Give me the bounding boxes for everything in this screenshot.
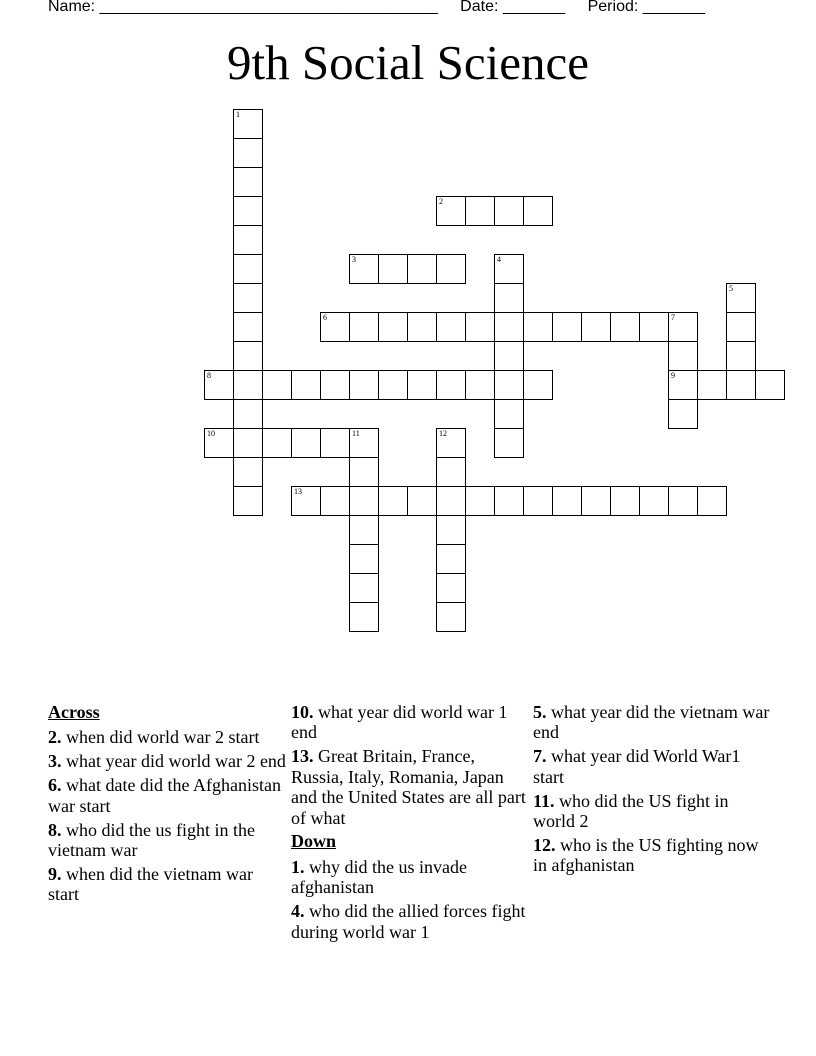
crossword-cell[interactable] bbox=[726, 341, 756, 371]
clue-text: who did the US fight in world 2 bbox=[533, 790, 729, 832]
crossword-cell[interactable] bbox=[233, 167, 263, 197]
across-clue bbox=[48, 820, 286, 861]
clue-number-label: 3 bbox=[352, 255, 356, 264]
clue-text: why did the us invade afghanistan bbox=[291, 856, 467, 898]
crossword-cell[interactable] bbox=[349, 312, 379, 342]
clue-number: 9. bbox=[48, 863, 62, 884]
crossword-cell[interactable] bbox=[697, 370, 727, 400]
crossword-cell[interactable] bbox=[639, 312, 669, 342]
clue-number: 7. bbox=[533, 746, 547, 767]
crossword-cell[interactable] bbox=[233, 283, 263, 313]
crossword-cell[interactable] bbox=[436, 573, 466, 603]
crossword-cell[interactable] bbox=[320, 370, 350, 400]
page-title: 9th Social Science bbox=[227, 35, 589, 90]
clue-number-label: 1 bbox=[236, 110, 240, 119]
clue-text: who is the US fighting now in afghanistan bbox=[533, 834, 759, 876]
crossword-cell[interactable] bbox=[204, 370, 234, 400]
crossword-cell[interactable] bbox=[204, 428, 234, 458]
crossword-cell[interactable] bbox=[407, 312, 437, 342]
crossword-cell[interactable] bbox=[233, 457, 263, 487]
crossword-cell[interactable] bbox=[523, 196, 553, 226]
crossword-cell[interactable] bbox=[465, 196, 495, 226]
clues-column-1 bbox=[48, 702, 286, 908]
crossword-cell[interactable] bbox=[552, 486, 582, 516]
crossword-cell[interactable] bbox=[436, 602, 466, 632]
date-field[interactable]: Date: _______ bbox=[460, 0, 566, 15]
clue-number-label: 10 bbox=[207, 429, 215, 438]
crossword-cell[interactable] bbox=[233, 225, 263, 255]
crossword-cell[interactable] bbox=[378, 370, 408, 400]
crossword-cell[interactable] bbox=[523, 370, 553, 400]
crossword-cell[interactable] bbox=[233, 428, 263, 458]
crossword-cell[interactable] bbox=[349, 544, 379, 574]
crossword-cell[interactable] bbox=[494, 428, 524, 458]
crossword-cell[interactable] bbox=[233, 254, 263, 284]
crossword-cell[interactable] bbox=[697, 486, 727, 516]
clue-text: what year did the vietnam war end bbox=[533, 702, 770, 743]
crossword-cell[interactable] bbox=[291, 486, 321, 516]
clue-number: 8. bbox=[48, 819, 62, 840]
crossword-cell[interactable] bbox=[552, 312, 582, 342]
crossword-cell[interactable] bbox=[523, 486, 553, 516]
across-heading: Across bbox=[48, 702, 100, 722]
clues-column-3 bbox=[533, 702, 773, 879]
crossword-cell[interactable] bbox=[523, 312, 553, 342]
crossword-cell[interactable] bbox=[494, 486, 524, 516]
crossword-cell[interactable] bbox=[233, 486, 263, 516]
crossword-cell[interactable] bbox=[233, 109, 263, 139]
crossword-cell[interactable] bbox=[494, 399, 524, 429]
crossword-cell[interactable] bbox=[233, 196, 263, 226]
crossword-cell[interactable] bbox=[262, 370, 292, 400]
clue-number: 6. bbox=[48, 775, 62, 796]
clue-number-label: 6 bbox=[323, 313, 327, 322]
across-clue bbox=[291, 702, 529, 743]
crossword-cell[interactable] bbox=[436, 457, 466, 487]
down-clue bbox=[533, 702, 773, 743]
crossword-cell[interactable] bbox=[494, 370, 524, 400]
clue-text: what year did world war 2 end bbox=[66, 751, 286, 772]
down-clue bbox=[533, 746, 773, 787]
clue-number: 10. bbox=[291, 702, 314, 722]
clue-number: 12. bbox=[533, 834, 556, 855]
clue-number: 3. bbox=[48, 751, 62, 772]
clue-text: who did the allied forces fight during world war 1 bbox=[291, 901, 526, 942]
crossword-cell[interactable] bbox=[436, 515, 466, 545]
crossword-cell[interactable] bbox=[668, 312, 698, 342]
crossword-cell[interactable] bbox=[494, 254, 524, 284]
crossword-cell[interactable] bbox=[378, 312, 408, 342]
crossword-cell[interactable] bbox=[233, 138, 263, 168]
down-clue bbox=[291, 901, 529, 942]
crossword-cell[interactable] bbox=[407, 254, 437, 284]
clue-number: 11. bbox=[533, 790, 555, 811]
clue-number-label: 13 bbox=[294, 487, 302, 496]
crossword-cell[interactable] bbox=[494, 196, 524, 226]
crossword-cell[interactable] bbox=[378, 254, 408, 284]
crossword-cell[interactable] bbox=[349, 457, 379, 487]
crossword-cell[interactable] bbox=[349, 602, 379, 632]
crossword-cell[interactable] bbox=[668, 486, 698, 516]
clues-column-2 bbox=[291, 702, 529, 945]
crossword-cell[interactable] bbox=[726, 370, 756, 400]
crossword-cell[interactable] bbox=[668, 370, 698, 400]
crossword-cell[interactable] bbox=[610, 312, 640, 342]
clue-text: when did the vietnam war start bbox=[48, 863, 253, 905]
crossword-cell[interactable] bbox=[320, 486, 350, 516]
clue-number-label: 11 bbox=[352, 429, 360, 438]
clue-number: 2. bbox=[48, 727, 62, 748]
across-clue bbox=[48, 775, 286, 816]
crossword-cell[interactable] bbox=[610, 486, 640, 516]
crossword-cell[interactable] bbox=[581, 312, 611, 342]
crossword-cell[interactable] bbox=[436, 196, 466, 226]
crossword-cell[interactable] bbox=[436, 428, 466, 458]
down-heading: Down bbox=[291, 831, 337, 852]
crossword-cell[interactable] bbox=[233, 399, 263, 429]
down-clue bbox=[533, 835, 773, 876]
clue-number-label: 5 bbox=[729, 284, 733, 293]
clue-text: when did world war 2 start bbox=[66, 727, 260, 748]
crossword-cell[interactable] bbox=[465, 370, 495, 400]
crossword-cell[interactable] bbox=[755, 370, 785, 400]
crossword-cell[interactable] bbox=[436, 544, 466, 574]
clue-text: what year did World War1 start bbox=[533, 746, 741, 787]
crossword-cell[interactable] bbox=[407, 486, 437, 516]
across-clue bbox=[48, 751, 286, 771]
crossword-cell[interactable] bbox=[668, 399, 698, 429]
crossword-cell[interactable] bbox=[494, 312, 524, 342]
clue-text: Great Britain, France, Russia, Italy, Romania, Japan and the United States are all part of what bbox=[291, 746, 526, 828]
clue-number-label: 12 bbox=[439, 429, 447, 438]
clue-number-label: 2 bbox=[439, 197, 443, 206]
crossword-cell[interactable] bbox=[465, 486, 495, 516]
crossword-cell[interactable] bbox=[639, 486, 669, 516]
crossword-cell[interactable] bbox=[494, 283, 524, 313]
crossword-cell[interactable] bbox=[436, 254, 466, 284]
crossword-cell[interactable] bbox=[262, 428, 292, 458]
crossword-cell[interactable] bbox=[436, 312, 466, 342]
down-clue bbox=[533, 791, 773, 832]
clue-number: 5. bbox=[533, 702, 547, 722]
clue-number-label: 4 bbox=[497, 255, 501, 264]
crossword-cell[interactable] bbox=[436, 370, 466, 400]
clue-number-label: 8 bbox=[207, 371, 211, 380]
crossword-cell[interactable] bbox=[407, 370, 437, 400]
clue-number: 13. bbox=[291, 746, 314, 767]
clue-text: what year did world war 1 end bbox=[291, 702, 508, 743]
crossword-cell[interactable] bbox=[233, 341, 263, 371]
crossword-cell[interactable] bbox=[349, 573, 379, 603]
crossword-cell[interactable] bbox=[465, 312, 495, 342]
crossword-cell[interactable] bbox=[726, 312, 756, 342]
crossword-cell[interactable] bbox=[320, 312, 350, 342]
crossword-cell[interactable] bbox=[668, 341, 698, 371]
across-clue bbox=[48, 864, 286, 905]
across-clue bbox=[291, 746, 529, 828]
crossword-cell[interactable] bbox=[291, 428, 321, 458]
crossword-cell[interactable] bbox=[233, 312, 263, 342]
crossword-cell[interactable] bbox=[581, 486, 611, 516]
crossword-cell[interactable] bbox=[349, 370, 379, 400]
crossword-cell[interactable] bbox=[233, 370, 263, 400]
down-clue bbox=[291, 857, 529, 898]
crossword-cell[interactable] bbox=[320, 428, 350, 458]
clue-text: who did the us fight in the vietnam war bbox=[48, 819, 255, 860]
crossword-cell[interactable] bbox=[436, 486, 466, 516]
crossword-cell[interactable] bbox=[349, 515, 379, 545]
clue-number-label: 9 bbox=[671, 371, 675, 380]
crossword-cell[interactable] bbox=[378, 486, 408, 516]
period-field[interactable]: Period: _______ bbox=[587, 0, 706, 15]
crossword-cell[interactable] bbox=[726, 283, 756, 313]
crossword-cell[interactable] bbox=[494, 341, 524, 371]
across-clue bbox=[48, 727, 286, 747]
name-field[interactable]: Name: ______________________________________ bbox=[48, 0, 438, 15]
crossword-cell[interactable] bbox=[349, 254, 379, 284]
crossword-cell[interactable] bbox=[349, 486, 379, 516]
crossword-cell[interactable] bbox=[349, 428, 379, 458]
clue-number: 4. bbox=[291, 901, 305, 922]
clue-number-label: 7 bbox=[671, 313, 675, 322]
crossword-cell[interactable] bbox=[291, 370, 321, 400]
clue-text: what date did the Afghanistan war start bbox=[48, 775, 281, 816]
clue-number: 1. bbox=[291, 856, 305, 877]
